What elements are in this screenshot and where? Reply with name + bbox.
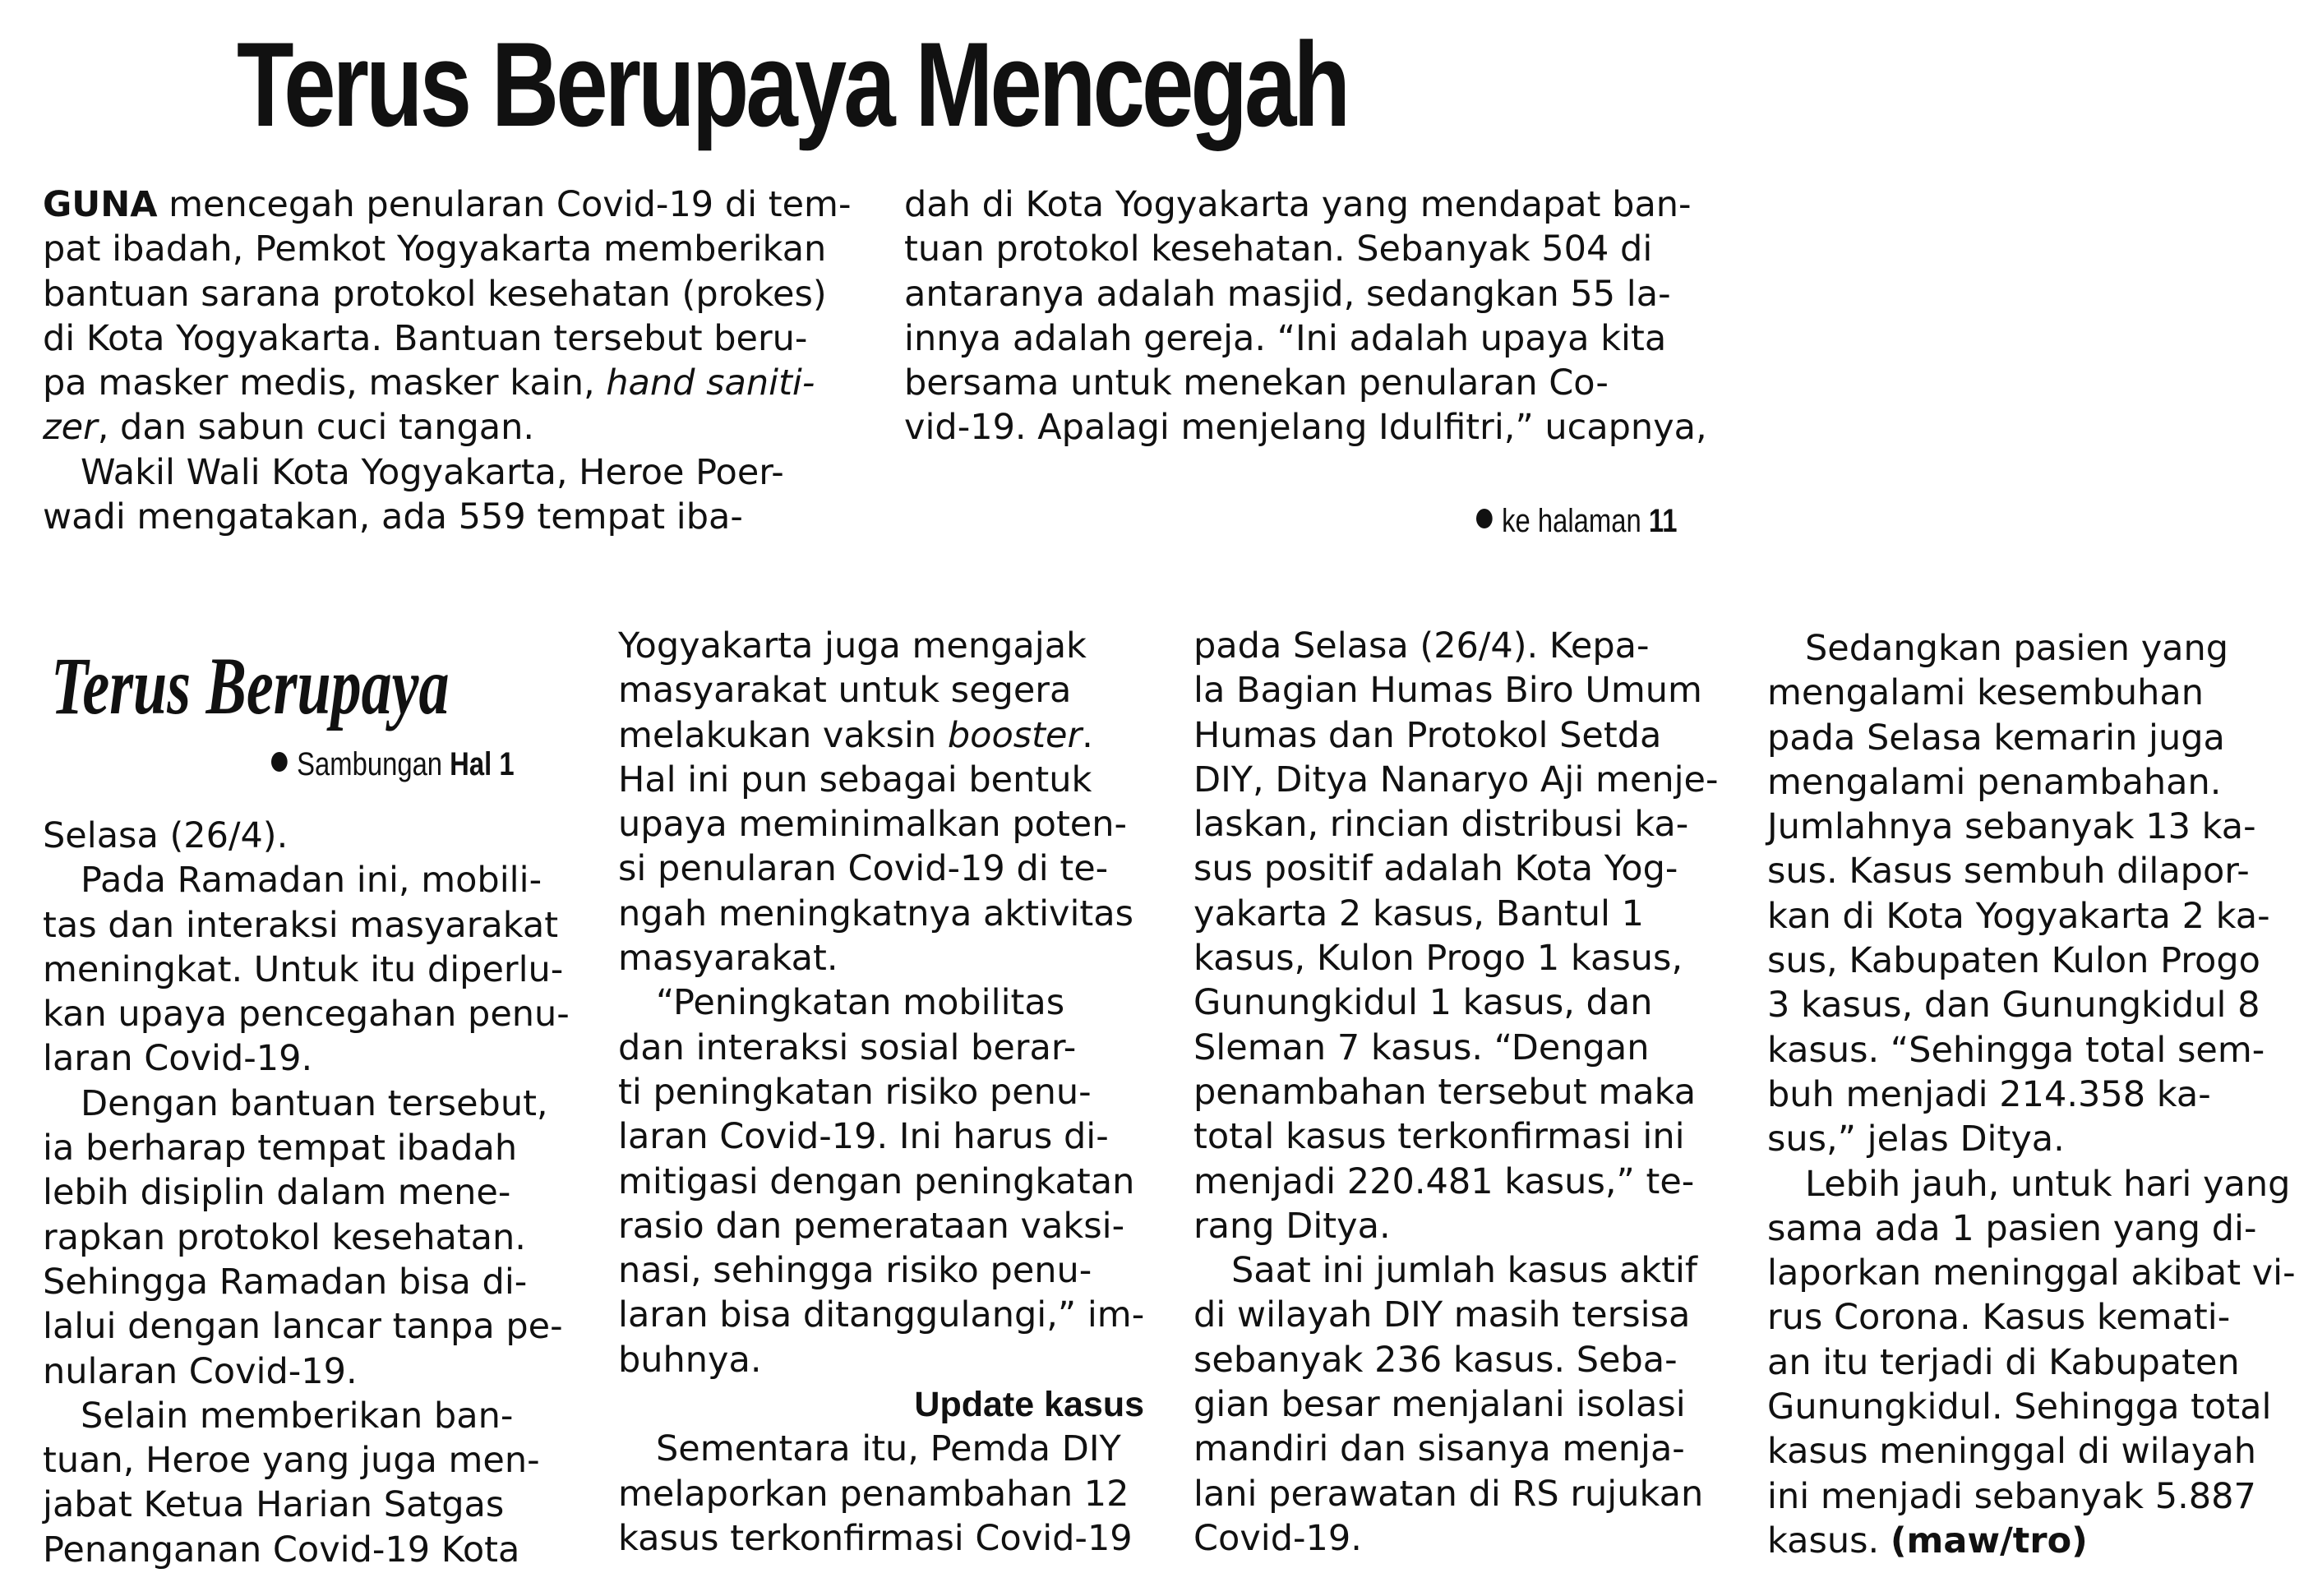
text-line: [43, 903, 577, 948]
line-text: masyarakat untuk segera: [618, 670, 1072, 712]
line-text: Covid-19.: [1193, 1517, 1362, 1559]
text-line: [618, 1160, 1144, 1204]
line-text: mandiri dan sisanya menja-: [1193, 1428, 1685, 1470]
text-line: [43, 1394, 577, 1438]
text-line: [904, 405, 1707, 450]
line-text: dan interaksi sosial berar-: [618, 1026, 1077, 1068]
text-line: [618, 1248, 1144, 1293]
line-text: upaya meminimalkan poten-: [618, 804, 1128, 846]
line-text: sus,” jelas Ditya.: [1767, 1119, 2065, 1160]
line-text: laran bisa ditanggulangi,” im-: [618, 1294, 1145, 1336]
line-text: laporkan meninggal akibat vi-: [1767, 1252, 2296, 1294]
line-text: di Kota Yogyakarta. Bantuan tersebut beru-: [43, 317, 808, 359]
text-line: [43, 992, 577, 1036]
bullet-dot-icon: [271, 752, 288, 772]
italic-text: hand saniti-: [606, 362, 815, 404]
line-text: Jumlahnya sebanyak 13 ka-: [1767, 806, 2256, 848]
line-text: laskan, rincian distribusi ka-: [1193, 804, 1689, 846]
line-text: Lebih jauh, untuk hari yang: [1805, 1163, 2291, 1205]
text-line: [43, 1304, 577, 1349]
text-line: [1193, 1114, 1720, 1159]
text-line: [1193, 1070, 1720, 1114]
line-text: , dan sabun cuci tangan.: [97, 407, 535, 449]
line-text: pa masker medis, masker kain,: [43, 362, 607, 404]
line-text: innya adalah gereja. “Ini adalah upaya kita: [904, 317, 1667, 359]
text-line: [1767, 1340, 2293, 1385]
text-line: [43, 1260, 577, 1304]
body-column-2: [618, 624, 1144, 1561]
line-text: Pada Ramadan ini, mobili-: [81, 860, 542, 902]
line-text: lebih disiplin dalam mene-: [43, 1172, 511, 1214]
text-line: [43, 1126, 577, 1170]
line-text: dah di Kota Yogyakarta yang mendapat ban-: [904, 184, 1692, 225]
line-text: sama ada 1 pasien yang di-: [1767, 1207, 2257, 1249]
text-line: [1193, 624, 1720, 668]
line-text: rang Ditya.: [1193, 1205, 1391, 1247]
text-line: [43, 272, 851, 316]
text-line: [43, 1438, 577, 1483]
text-line: [1767, 939, 2293, 983]
text-line: [43, 1082, 577, 1126]
text-line: [1767, 849, 2293, 893]
text-line: [43, 182, 851, 227]
line-text: melakukan vaksin: [618, 714, 948, 756]
line-text: ngah meningkatnya aktivitas: [618, 893, 1134, 934]
text-line: [1767, 671, 2293, 715]
text-line: [618, 936, 1144, 980]
text-line: [618, 1070, 1144, 1114]
line-text: pada Selasa kemarin juga: [1767, 717, 2225, 759]
text-line: [43, 1036, 577, 1081]
line-text: la Bagian Humas Biro Umum: [1193, 670, 1702, 712]
bullet-dot-icon: [1476, 509, 1493, 528]
text-line: [618, 980, 1144, 1025]
line-text: total kasus terkonfirmasi ini: [1193, 1116, 1685, 1158]
line-text: kan di Kota Yogyakarta 2 ka-: [1767, 895, 2270, 937]
text-line: [1193, 1026, 1720, 1070]
text-line: [43, 858, 577, 902]
line-text: sus. Kasus sembuh dilapor-: [1767, 851, 2250, 893]
text-line: [43, 227, 851, 271]
line-text: wadi mengatakan, ada 559 tempat iba-: [43, 496, 743, 538]
line-text: Sehingga Ramadan bisa di-: [43, 1261, 528, 1303]
line-text: rus Corona. Kasus kemati-: [1767, 1297, 2231, 1339]
line-text: ti peningkatan risiko penu-: [618, 1071, 1092, 1113]
text-line: [618, 758, 1144, 802]
text-line: [1767, 1519, 2293, 1563]
line-text: ini menjadi sebanyak 5.887: [1767, 1475, 2256, 1517]
line-text: kan upaya pencegahan penu-: [43, 994, 570, 1036]
jump-reference: [1476, 501, 1678, 541]
text-line: [1767, 1028, 2293, 1072]
line-text: menjadi 220.481 kasus,” te-: [1193, 1160, 1695, 1202]
line-text: pada Selasa (26/4). Kepa-: [1193, 625, 1650, 667]
text-line: [618, 1204, 1144, 1248]
text-line: [43, 405, 851, 450]
text-line: [43, 1349, 577, 1394]
text-line: [1767, 1206, 2293, 1251]
line-text: an itu terjadi di Kabupaten: [1767, 1341, 2240, 1383]
text-line: [618, 892, 1144, 936]
lead-word: GUNA: [43, 184, 158, 225]
text-line: [43, 814, 577, 858]
line-text: nularan Covid-19.: [43, 1350, 358, 1392]
text-line: [43, 495, 851, 539]
text-line: [904, 227, 1707, 271]
text-line: [1193, 846, 1720, 891]
text-line: [43, 1528, 577, 1572]
text-line: [618, 624, 1144, 668]
line-text: meningkat. Untuk itu diperlu-: [43, 948, 564, 990]
continued-page: Hal 1: [450, 746, 515, 782]
line-text: laran Covid-19.: [43, 1038, 313, 1080]
text-line: [1193, 1338, 1720, 1382]
line-text: “Peningkatan mobilitas: [656, 982, 1065, 1024]
line-text: mencegah penularan Covid-19 di tem-: [157, 184, 852, 225]
line-text: nasi, sehingga risiko penu-: [618, 1250, 1092, 1292]
credit-text: (maw/tro): [1890, 1520, 2088, 1561]
text-line: [1193, 713, 1720, 758]
line-text: Selain memberikan ban-: [81, 1395, 514, 1437]
text-line: [618, 1516, 1144, 1561]
text-line: [43, 361, 851, 405]
line-text: ia berharap tempat ibadah: [43, 1128, 518, 1169]
line-text: melaporkan penambahan 12: [618, 1473, 1129, 1515]
text-line: [1767, 1295, 2293, 1340]
body-column-1: [43, 814, 577, 1572]
continued-text: Sambungan: [297, 746, 450, 782]
line-text: sus positif adalah Kota Yog-: [1193, 848, 1678, 890]
text-line: [618, 1338, 1144, 1382]
headline: Terus Berupaya Mencegah: [237, 17, 1348, 151]
line-text: 3 kasus, dan Gunungkidul 8: [1767, 985, 2260, 1026]
line-text: rapkan protokol kesehatan.: [43, 1216, 526, 1258]
text-line: [1193, 1472, 1720, 1516]
text-line: [43, 316, 851, 361]
line-text: laran Covid-19. Ini harus di-: [618, 1116, 1109, 1158]
line-text: mitigasi dengan peningkatan: [618, 1160, 1135, 1202]
jump-page: 11: [1648, 503, 1678, 539]
line-text: kasus.: [1767, 1520, 1891, 1561]
text-line: [1193, 758, 1720, 802]
line-text: antaranya adalah masjid, sedangkan 55 la-: [904, 273, 1671, 315]
line-text: DIY, Ditya Nanaryo Aji menje-: [1193, 759, 1719, 800]
line-text: Wakil Wali Kota Yogyakarta, Heroe Poer-: [81, 451, 784, 493]
text-line: [1193, 1427, 1720, 1471]
text-line: [904, 272, 1707, 316]
text-line: [618, 1472, 1144, 1516]
line-text: kasus. “Sehingga total sem-: [1767, 1029, 2265, 1071]
text-line: [1767, 1072, 2293, 1117]
text-line: [618, 713, 1144, 758]
text-line: [1767, 1251, 2296, 1295]
line-text: Sedangkan pasien yang: [1805, 628, 2229, 669]
text-line: [618, 1427, 1144, 1471]
line-text: mengalami penambahan.: [1767, 761, 2222, 803]
text-line: [1767, 626, 2293, 671]
line-text: rasio dan pemerataan vaksi-: [618, 1205, 1125, 1247]
text-line: [43, 450, 851, 495]
line-text: Yogyakarta juga mengajak: [618, 625, 1087, 667]
line-text: buh menjadi 214.358 ka-: [1767, 1073, 2211, 1115]
text-line: [1193, 1160, 1720, 1204]
line-text: Dengan bantuan tersebut,: [81, 1082, 548, 1124]
line-text: masyarakat.: [618, 938, 838, 980]
intro-column-1: [43, 182, 851, 539]
text-line: [1193, 668, 1720, 713]
text-line: [1767, 1474, 2293, 1519]
line-text: bersama untuk menekan penularan Co-: [904, 362, 1609, 404]
text-line: [1193, 1516, 1720, 1561]
line-text: pat ibadah, Pemkot Yogyakarta memberikan: [43, 228, 827, 270]
line-text: kasus meninggal di wilayah: [1767, 1431, 2256, 1473]
line-text: Gunungkidul. Sehingga total: [1767, 1386, 2272, 1428]
text-line: [1193, 936, 1720, 980]
text-line: [43, 1215, 577, 1260]
text-line: [43, 1483, 577, 1527]
line-text: Selasa (26/4).: [43, 815, 289, 856]
text-line: [1767, 894, 2293, 939]
line-text: tuan, Heroe yang juga men-: [43, 1440, 540, 1482]
text-line: [1767, 1385, 2293, 1429]
line-text: lalui dengan lancar tanpa pe-: [43, 1306, 563, 1348]
body-column-4: [1767, 626, 2296, 1563]
text-line: [1193, 1293, 1720, 1337]
text-line: [618, 668, 1144, 713]
continuation-title: Terus Berupaya: [51, 640, 450, 731]
body-column-3: [1193, 624, 1720, 1561]
text-line: [1193, 892, 1720, 936]
text-line: [1193, 1204, 1720, 1248]
line-text: Humas dan Protokol Setda: [1193, 714, 1662, 756]
line-text: Sementara itu, Pemda DIY: [656, 1428, 1121, 1470]
text-line: [1767, 805, 2293, 849]
text-line: [1767, 1162, 2293, 1206]
text-line: [1767, 1117, 2293, 1161]
line-text: jabat Ketua Harian Satgas: [43, 1484, 505, 1526]
text-line: [618, 1114, 1144, 1159]
line-text: tas dan interaksi masyarakat: [43, 904, 559, 946]
text-line: [1767, 716, 2293, 760]
line-text: si penularan Covid-19 di te-: [618, 848, 1109, 890]
text-line: [43, 1170, 577, 1215]
line-text: kasus terkonfirmasi Covid-19: [618, 1517, 1133, 1559]
line-text: Hal ini pun sebagai bentuk: [618, 759, 1092, 800]
text-line: [904, 182, 1707, 227]
line-text: sebanyak 236 kasus. Seba-: [1193, 1339, 1678, 1381]
text-line: [618, 802, 1144, 846]
text-line: [1767, 760, 2293, 805]
line-text: buhnya.: [618, 1339, 762, 1381]
text-line: [1193, 1248, 1720, 1293]
section-subheading: Update kasus: [914, 1385, 1144, 1425]
line-text: Gunungkidul 1 kasus, dan: [1193, 982, 1653, 1024]
text-line: [618, 1293, 1144, 1337]
line-text: .: [1082, 714, 1093, 756]
line-text: mengalami kesembuhan: [1767, 672, 2205, 714]
text-line: [618, 1026, 1144, 1070]
line-text: bantuan sarana protokol kesehatan (prokes): [43, 273, 827, 315]
text-line: [618, 846, 1144, 891]
line-text: tuan protokol kesehatan. Sebanyak 504 di: [904, 228, 1653, 270]
italic-text: zer: [43, 407, 98, 449]
line-text: kasus, Kulon Progo 1 kasus,: [1193, 938, 1683, 980]
text-line: [904, 361, 1707, 405]
line-text: sus, Kabupaten Kulon Progo: [1767, 940, 2260, 982]
text-line: [43, 948, 577, 992]
line-text: di wilayah DIY masih tersisa: [1193, 1294, 1691, 1336]
text-line: [1193, 802, 1720, 846]
text-line: [904, 316, 1707, 361]
line-text: yakarta 2 kasus, Bantul 1: [1193, 893, 1644, 934]
line-text: gian besar menjalani isolasi: [1193, 1384, 1686, 1426]
line-text: penambahan tersebut maka: [1193, 1071, 1697, 1113]
continued-reference: [271, 745, 515, 784]
text-line: [1193, 1382, 1720, 1427]
line-text: Penanganan Covid-19 Kota: [43, 1529, 520, 1571]
jump-text: ke halaman: [1502, 503, 1649, 539]
text-line: [1767, 983, 2293, 1027]
line-text: Saat ini jumlah kasus aktif: [1231, 1250, 1698, 1292]
text-line: [1767, 1429, 2293, 1474]
line-text: Sleman 7 kasus. “Dengan: [1193, 1026, 1650, 1068]
line-text: lani perawatan di RS rujukan: [1193, 1473, 1704, 1515]
intro-column-2: [904, 182, 1707, 450]
text-line: [1193, 980, 1720, 1025]
italic-text: booster: [947, 714, 1083, 756]
line-text: vid-19. Apalagi menjelang Idulfitri,” ucapnya,: [904, 407, 1707, 449]
